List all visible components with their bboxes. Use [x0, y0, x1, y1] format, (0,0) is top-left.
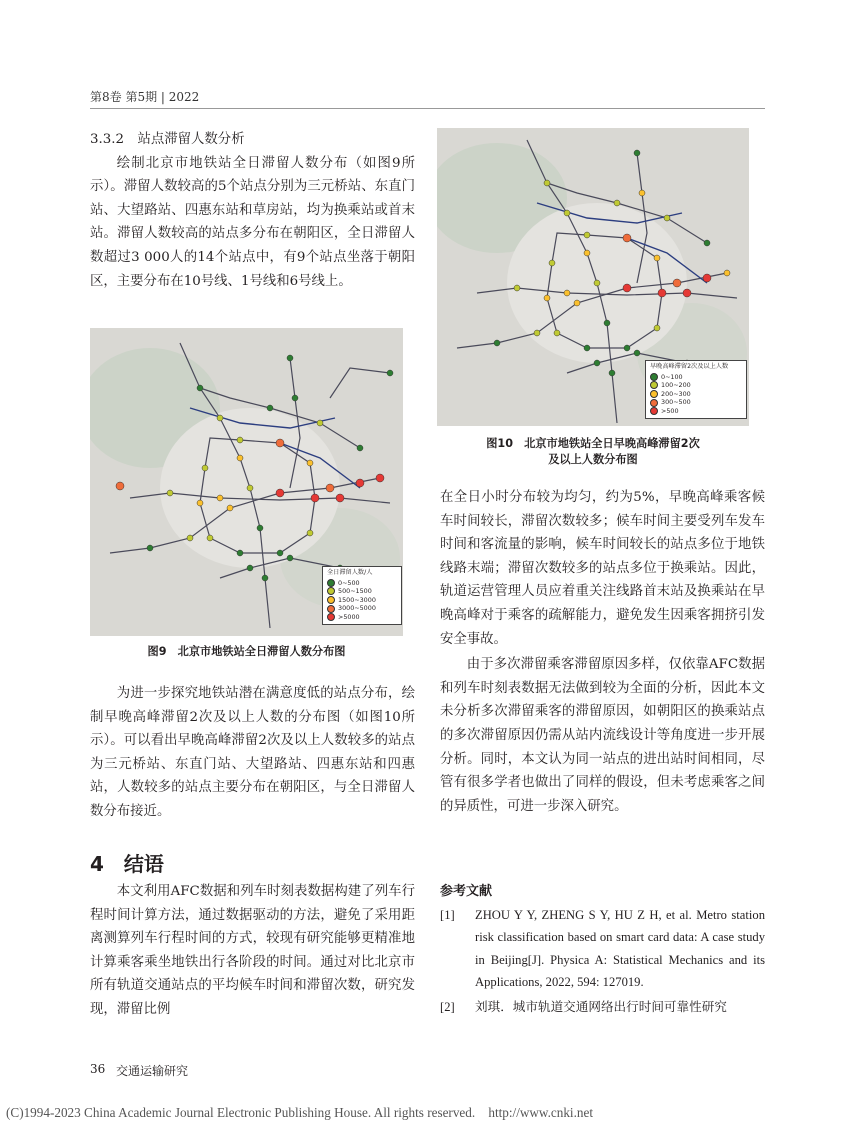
legend-9 — [322, 566, 402, 625]
legend-item — [650, 407, 742, 416]
journal-name: 交通运输研究 — [116, 1064, 189, 1078]
legend-dot — [650, 390, 658, 398]
chapter-title: 4 结语 — [90, 852, 164, 876]
figure-10-map — [437, 128, 749, 426]
section-title: 3.3.2 站点滞留人数分析 — [90, 132, 245, 147]
reference-text: ZHOU Y Y, ZHENG S Y, HU Z H, et al. Metro station risk classification based on smart card data: A case study in Beijing[J]. Physica A: Statistical Mechanics and its Applications, 2022, 594: 127019. — [475, 908, 765, 990]
legend-label: 0~100 — [661, 372, 683, 381]
legend-dot — [650, 399, 658, 407]
paragraph: 为进一步探究地铁站潜在满意度低的站点分布，绘制早晚高峰滞留2次及以上人数的分布图（如图10所示）。可以看出早晚高峰滞留2次及以上人数较多的站点为三元桥站、东直门站、大望路站、四惠东站和四惠站，人数较多的站点主要分布在朝阳区，与全日滞留人数分布接近。 — [90, 686, 415, 819]
legend-item — [327, 579, 397, 588]
running-header: 第8卷 第5期 | 2022 — [90, 90, 200, 104]
legend-item — [327, 613, 397, 622]
legend-title: 全日滞留人数/人 — [327, 569, 373, 576]
legend-dot — [327, 605, 335, 613]
legend-item — [327, 587, 397, 596]
legend-title: 早晚高峰滞留2次及以上人数 — [650, 363, 729, 370]
caption-line: 图10 北京市地铁站全日早晚高峰滞留2次 — [486, 437, 700, 450]
legend-item — [327, 604, 397, 613]
paragraph: 在全日小时分布较为均匀，约为5%，早晚高峰乘客候车时间较长，滞留次数较多；候车时间主要受列车发车时间和客流量的影响，候车时间较长的站点多位于地铁线路末端；滞留次数较多的站点多位于换乘站。因此，轨道运营管理人员应着重关注线路首末站及换乘站在早晚高峰对于乘客的疏解能力，避免发生因乘客拥挤引发安全事故。 — [440, 490, 765, 647]
figure-9-map — [90, 328, 403, 636]
legend-item — [650, 373, 742, 382]
header-rule — [90, 108, 765, 109]
left-column-bottom — [90, 880, 415, 1022]
copyright-line: (C)1994-2023 China Academic Journal Electronic Publishing House. All rights reserved. http://www.cnki.net — [6, 1105, 593, 1120]
paragraph: 绘制北京市地铁站全日滞留人数分布（如图9所示）。滞留人数较高的5个站点分别为三元桥站、东直门站、大望路站、四惠东站和草房站，均为换乘站或首末站。滞留人数较高的站点多分布在朝阳区，全日滞留人数超过3 000人的14个站点中，有9个站点坐落于朝阳区，主要分布在10号线、1号线和6号线上。 — [90, 155, 415, 289]
reference-item — [440, 996, 765, 1018]
legend-label: 100~200 — [661, 381, 691, 390]
legend-dot — [650, 407, 658, 415]
legend-dot — [327, 613, 335, 621]
reference-number: [2] — [440, 1000, 455, 1014]
reference-item — [440, 904, 765, 994]
legend-label: >500 — [661, 406, 679, 415]
references-title: 参考文献 — [440, 884, 493, 899]
left-column-top — [90, 128, 415, 293]
legend-label: 1500~3000 — [338, 595, 376, 604]
legend-10 — [645, 360, 747, 419]
legend-dot — [327, 579, 335, 587]
legend-label: 300~500 — [661, 398, 691, 407]
legend-dot — [327, 587, 335, 595]
legend-dot — [327, 596, 335, 604]
legend-item — [650, 381, 742, 390]
right-column — [440, 486, 765, 818]
legend-label: 3000~5000 — [338, 604, 376, 613]
legend-item — [650, 390, 742, 399]
legend-item — [327, 596, 397, 605]
legend-dot — [650, 373, 658, 381]
left-column-mid — [90, 682, 415, 824]
legend-item — [650, 398, 742, 407]
figure-9-caption: 图9 北京市地铁站全日滞留人数分布图 — [147, 645, 346, 658]
legend-label: >5000 — [338, 612, 360, 621]
figure-10-caption — [437, 436, 749, 468]
caption-line: 及以上人数分布图 — [548, 453, 638, 466]
reference-number: [1] — [440, 908, 455, 922]
reference-text: 刘琪．城市轨道交通网络出行时间可靠性研究 — [475, 1000, 727, 1014]
page-number: 36 — [90, 1062, 106, 1076]
paragraph: 本文利用AFC数据和列车时刻表数据构建了列车行程时间计算方法，通过数据驱动的方法，避免了采用距离测算列车行程时间的方式，较现有研究能够更精准地计算乘客乘坐地铁出行各阶段的时间。通过对比北京市所有轨道交通站点的平均候车时间和滞留次数，研究发现，滞留比例 — [90, 884, 415, 1017]
legend-dot — [650, 381, 658, 389]
paragraph: 由于多次滞留乘客滞留原因多样，仅依靠AFC数据和列车时刻表数据无法做到较为全面的分析，因此本文未分析多次滞留乘客的滞留原因，如朝阳区的换乘站点的多次滞留原因仍需从站内流线设计等角度进一步开展分析。同时，本文认为同一站点的进出站时间相同，尽管有很多学者也做出了同样的假设，但未考虑乘客之间的异质性，可进一步深入研究。 — [440, 657, 765, 814]
legend-label: 500~1500 — [338, 587, 372, 596]
legend-label: 0~500 — [338, 578, 360, 587]
legend-label: 200~300 — [661, 389, 691, 398]
